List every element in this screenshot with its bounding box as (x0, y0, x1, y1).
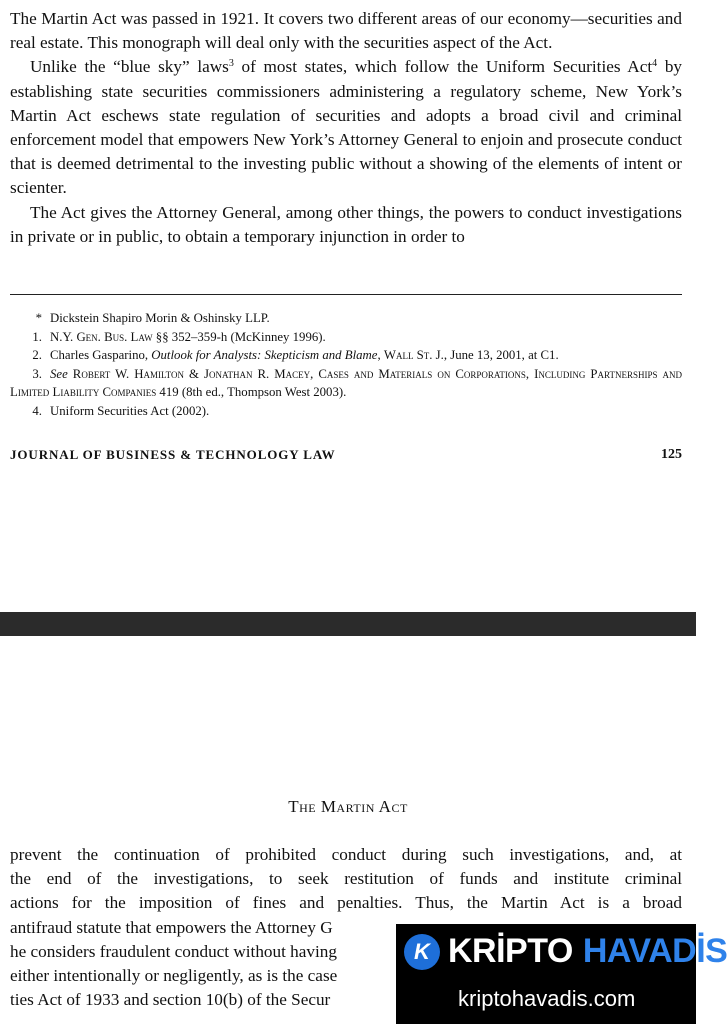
text-run: The Act gives the Attorney General, among other things, the powers to conduct investigations in private or in public, to obtain a temporary injunction in order to (10, 202, 682, 246)
text-line: antifraud statute that empowers the Attorney G (10, 917, 333, 937)
footnote-marker: 4. (32, 403, 42, 418)
k-logo-icon: K (404, 934, 440, 970)
footnote-marker: 1. (32, 329, 42, 344)
top-body-text (10, 7, 682, 249)
text-line: prevent the continuation of prohibited conduct during such investigations, and, at (10, 845, 682, 864)
small-caps-text: Wall St. J. (383, 348, 444, 362)
text-run: , June 13, 2001, at C1. (443, 348, 559, 362)
text-line: either intentionally or negligently, as is the case (10, 966, 338, 986)
text-run: N.Y. (50, 329, 77, 344)
footnotes (10, 309, 682, 420)
text-line: the end of the investigations, to seek restitution of funds and institute criminal (10, 869, 682, 889)
footnote-marker: 2. (32, 348, 42, 362)
footnote (10, 365, 682, 402)
text-run: 419 (8th ed., Thompson West 2003). (156, 385, 347, 399)
footnote-marker: * (35, 311, 42, 325)
journal-title: JOURNAL OF BUSINESS & TECHNOLOGY LAW (10, 447, 336, 462)
page-divider (0, 612, 696, 636)
footnote (10, 328, 682, 347)
text-run: Charles Gasparino, (50, 348, 152, 362)
text-run: Dickstein Shapiro Morin & Oshinsky LLP. (50, 311, 270, 325)
text-line: ties Act of 1933 and section 10(b) of the Secur (10, 990, 331, 1010)
footnote-ref: 3 (228, 58, 234, 70)
running-foot (10, 447, 682, 463)
paragraph (10, 201, 682, 249)
footnote-rule (10, 294, 682, 295)
text-run: Unlike the “blue sky” laws (30, 57, 229, 77)
footnote (10, 346, 682, 365)
small-caps-text: Robert W. Hamilton & Jonathan R. Macey, Cases and Materials on Corporations, Including Partnerships and Limited Liability Companies (10, 366, 683, 399)
footnote (10, 402, 682, 421)
text-run: §§ 352–359-h (McKinney 1996). (152, 329, 326, 344)
text-line: he considers fraudulent conduct without having (10, 941, 337, 961)
brand-part2: HAVADİS (582, 932, 727, 970)
text-run: Uniform Securities Act (2002). (50, 403, 210, 418)
brand-part1: KRİPTO (448, 932, 573, 970)
paragraph (10, 7, 682, 55)
text-run: The Martin Act was passed in 1921. It covers two different areas of our economy—securities and real estate. This monograph will deal only with the securities aspect of the Act. (10, 9, 682, 53)
watermark-banner (396, 924, 727, 1024)
text-line: actions for the imposition of fines and penalties. Thus, the Martin Act is a broad (10, 893, 682, 913)
footnote-ref: 4 (652, 58, 658, 70)
text-run: , (377, 348, 384, 362)
italic-text: See (50, 366, 68, 381)
running-head: The Martin Act (288, 797, 408, 816)
text-run: by establishing state securities commissioners administering a regulatory scheme, New York’s Martin Act eschews state regulation of securities and adopts a broad civil and criminal enforcement model that empowers New York’s Attorney General to enjoin and prosecute conduct that is deemed detrimental to the investing public without a showing of the elements of intent or scienter. (10, 57, 683, 198)
text-run: of most states, which follow the Uniform Securities Act (233, 57, 653, 77)
footnote-marker: 3. (32, 366, 42, 381)
italic-text: Outlook for Analysts: Skepticism and Blame (151, 348, 378, 362)
page-number: 125 (661, 447, 682, 462)
watermark-url: kriptohavadis.com (458, 986, 636, 1011)
paragraph (10, 55, 682, 200)
footnote (10, 309, 682, 328)
small-caps-text: Gen. Bus. Law (76, 329, 153, 344)
watermark-logo (404, 932, 727, 971)
